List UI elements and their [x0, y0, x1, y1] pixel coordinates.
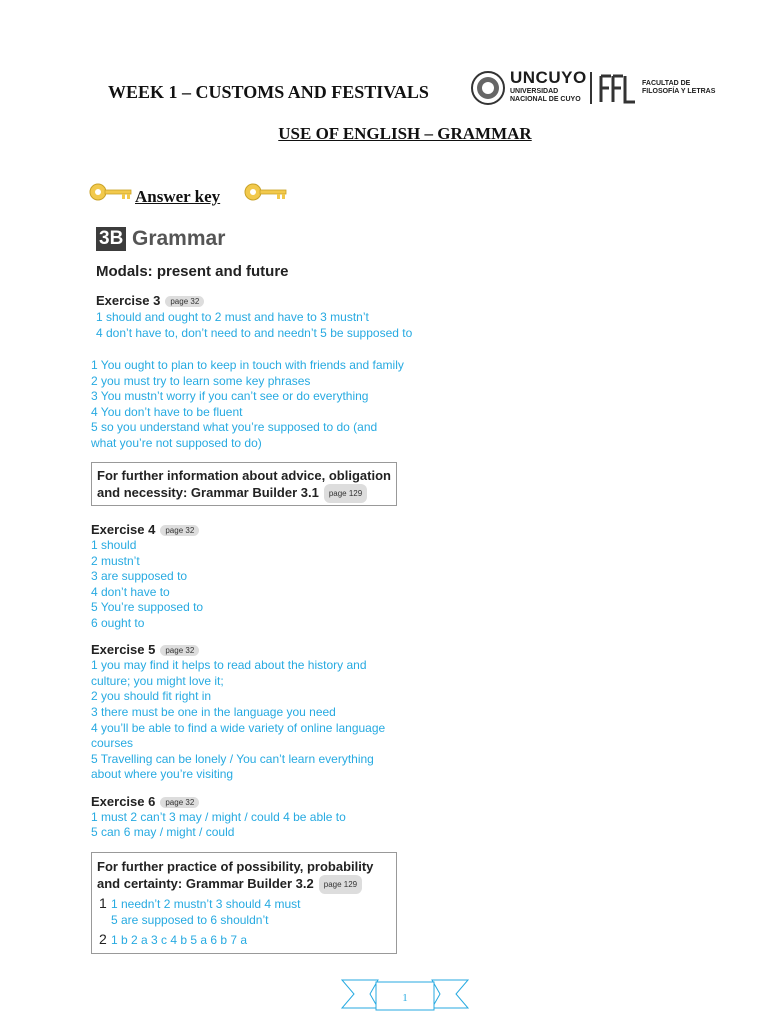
page-footer — [340, 976, 470, 1012]
box2-line1: For further practice of possibility, probability — [97, 859, 374, 874]
faculty-mark-icon — [597, 72, 637, 104]
answer-key-heading: Answer key — [135, 187, 221, 206]
exercise4-heading — [91, 522, 199, 537]
exercise5-item: 1 you may find it helps to read about the history and — [91, 658, 367, 672]
university-logo — [470, 68, 740, 108]
logo-sub2: NACIONAL DE CUYO — [510, 96, 581, 103]
exercise4-item: 4 don’t have to — [91, 585, 170, 599]
logo-name: UNCUYO — [510, 68, 587, 87]
exercise5-item: 5 Travelling can be lonely / You can’t learn everything — [91, 752, 374, 766]
exercise6-label: Exercise 6 — [91, 794, 156, 809]
section-title: USE OF ENGLISH – GRAMMAR — [278, 124, 532, 143]
page-number: 1 — [402, 992, 408, 1004]
box2-question2-number: 2 — [99, 931, 107, 947]
exercise3-item: 2 you must try to learn some key phrases — [91, 374, 311, 388]
exercise3-answer-line2: 4 don’t have to, don’t need to and needn’t 5 be supposed to — [96, 326, 413, 340]
exercise6-answer-line2: 5 can 6 may / might / could — [91, 825, 235, 839]
exercise5-heading — [91, 642, 199, 657]
exercise5-item: 2 you should fit right in — [91, 689, 212, 703]
page-ref: page 32 — [160, 525, 199, 536]
box2-question1-line1: 1 needn’t 2 mustn’t 3 should 4 must — [111, 897, 301, 911]
box2-question2-line: 1 b 2 a 3 c 4 b 5 a 6 b 7 a — [111, 933, 248, 947]
logo-divider — [590, 72, 592, 104]
faculty-line2: FILOSOFÍA Y LETRAS — [642, 88, 716, 95]
exercise3-item: 5 so you understand what you’re supposed to do (and — [91, 420, 378, 434]
week-title: WEEK 1 – CUSTOMS AND FESTIVALS — [108, 82, 429, 102]
grammar-builder-box — [91, 462, 397, 506]
page-ref: page 129 — [324, 484, 367, 503]
exercise3-label: Exercise 3 — [96, 293, 161, 308]
exercise5-item: culture; you might love it; — [91, 674, 224, 688]
exercise6-answer-line1: 1 must 2 can’t 3 may / might / could 4 be able to — [91, 810, 346, 824]
page-ref: page 32 — [160, 797, 199, 808]
exercise5-item: 4 you’ll be able to find a wide variety of online language — [91, 721, 386, 735]
exercise4-item: 1 should — [91, 538, 137, 552]
page-ref: page 32 — [165, 296, 204, 307]
key-icon — [243, 180, 289, 204]
faculty-line1: FACULTAD DE — [642, 80, 691, 87]
exercise5-item: 3 there must be one in the language you need — [91, 705, 336, 719]
exercise6-heading — [91, 794, 199, 809]
exercise5-item: courses — [91, 736, 134, 750]
exercise4-label: Exercise 4 — [91, 522, 156, 537]
exercise4-item: 2 mustn’t — [91, 554, 140, 568]
exercise4-item: 6 ought to — [91, 616, 145, 630]
seal-icon — [470, 70, 506, 106]
box1-line2: and necessity: Grammar Builder 3.1 — [97, 485, 319, 500]
page-ref: page 32 — [160, 645, 199, 656]
box2-question1-number: 1 — [99, 895, 107, 911]
box2-question1-line2: 5 are supposed to 6 shouldn’t — [111, 913, 269, 927]
exercise4-item: 3 are supposed to — [91, 569, 188, 583]
exercise5-label: Exercise 5 — [91, 642, 156, 657]
exercise3-heading — [96, 293, 204, 308]
exercise3-item: 3 You mustn’t worry if you can’t see or do everything — [91, 389, 369, 403]
box1-line1: For further information about advice, obligation — [97, 468, 391, 483]
exercise4-item: 5 You’re supposed to — [91, 600, 204, 614]
exercise3-answer-line1: 1 should and ought to 2 must and have to 3 mustn’t — [96, 310, 369, 324]
exercise5-item: about where you’re visiting — [91, 767, 234, 781]
unit-subtitle: Modals: present and future — [96, 263, 289, 280]
exercise3-item: 1 You ought to plan to keep in touch with friends and family — [91, 358, 404, 372]
grammar-builder-box — [91, 852, 397, 954]
logo-sub1: UNIVERSIDAD — [510, 88, 559, 95]
key-icon — [88, 180, 134, 204]
unit-badge: 3B — [96, 227, 126, 251]
box2-line2: and certainty: Grammar Builder 3.2 — [97, 876, 314, 891]
exercise3-item: 4 You don’t have to be fluent — [91, 405, 243, 419]
page-ref: page 129 — [319, 875, 362, 894]
exercise3-item: what you’re not supposed to do) — [91, 436, 262, 450]
unit-title: Grammar — [132, 227, 226, 250]
